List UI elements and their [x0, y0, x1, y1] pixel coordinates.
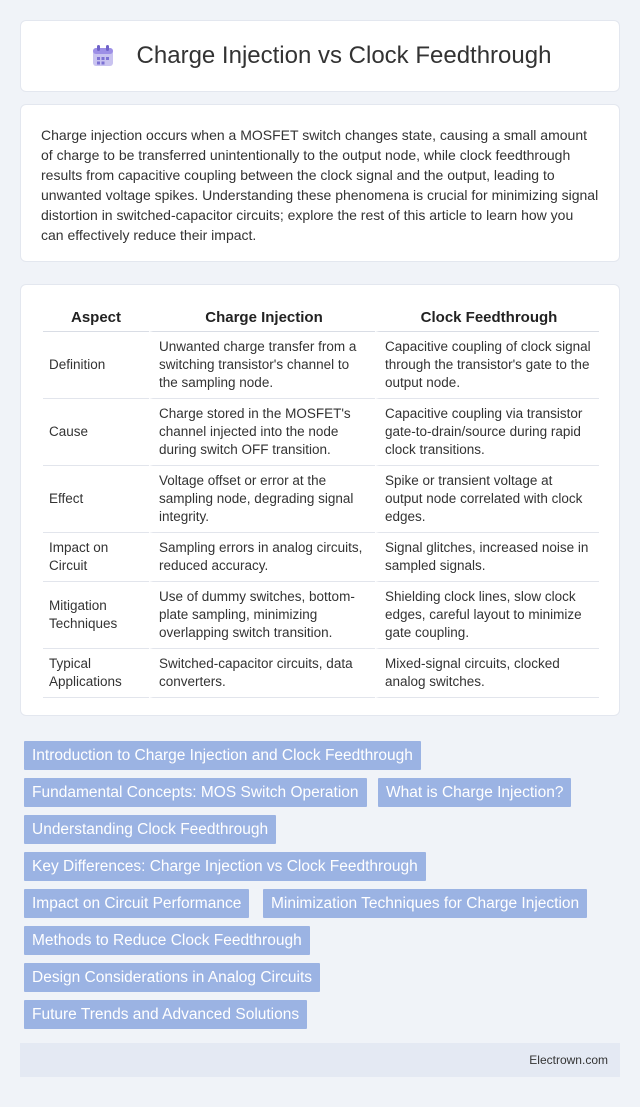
topic-link-key-differences[interactable]: Key Differences: Charge Injection vs Clock Feedthrough — [24, 852, 426, 881]
topic-link-future-trends[interactable]: Future Trends and Advanced Solutions — [24, 1000, 307, 1029]
table-row — [43, 399, 599, 466]
header-aspect: Aspect — [43, 305, 149, 332]
topic-link-understanding-clock-feedthrough[interactable]: Understanding Clock Feedthrough — [24, 815, 276, 844]
cell-clock-feedthrough: Capacitive coupling of clock signal through the transistor's gate to the output node. — [375, 332, 599, 399]
intro-card — [20, 104, 620, 262]
comparison-table-card — [20, 284, 620, 716]
topic-link-impact-on-circuit-performance[interactable]: Impact on Circuit Performance — [24, 889, 249, 918]
page-title: Charge Injection vs Clock Feedthrough — [136, 42, 552, 69]
cell-charge-injection: Use of dummy switches, bottom-plate sampling, minimizing overlapping switch transition. — [149, 582, 375, 649]
topic-link-fundamental-concepts[interactable]: Fundamental Concepts: MOS Switch Operation — [24, 778, 367, 807]
header-charge-injection: Charge Injection — [149, 305, 375, 332]
table-row — [43, 466, 599, 533]
cell-aspect: Definition — [43, 332, 149, 399]
topic-link-introduction[interactable]: Introduction to Charge Injection and Clock Feedthrough — [24, 741, 421, 770]
cell-charge-injection: Switched-capacitor circuits, data converters. — [149, 649, 375, 698]
cell-charge-injection: Sampling errors in analog circuits, reduced accuracy. — [149, 533, 375, 582]
cell-clock-feedthrough: Shielding clock lines, slow clock edges, careful layout to minimize gate coupling. — [375, 582, 599, 649]
cell-aspect: Impact on Circuit — [43, 533, 149, 582]
topic-link-what-is-charge-injection[interactable]: What is Charge Injection? — [378, 778, 571, 807]
cell-aspect: Effect — [43, 466, 149, 533]
table-row — [43, 649, 599, 698]
intro-paragraph: Charge injection occurs when a MOSFET switch changes state, causing a small amount of charge to be transferred unintentionally to the output node, while clock feedthrough results from capacitive coupling between the clock signal and the output, leading to unwanted voltage spikes. Understanding these phenomena is crucial for minimizing signal distortion in switched-capacitor circuits; explore the rest of this article to learn how you can effectively reduce their impact. — [41, 127, 599, 243]
cell-charge-injection: Voltage offset or error at the sampling node, degrading signal integrity. — [149, 466, 375, 533]
table-row — [43, 332, 599, 399]
cell-charge-injection: Charge stored in the MOSFET's channel injected into the node during switch OFF transition. — [149, 399, 375, 466]
topic-link-minimization-techniques[interactable]: Minimization Techniques for Charge Injection — [263, 889, 587, 918]
topic-link-methods-reduce-feedthrough[interactable]: Methods to Reduce Clock Feedthrough — [24, 926, 310, 955]
calendar-icon — [89, 42, 117, 70]
table-row — [43, 533, 599, 582]
cell-aspect: Typical Applications — [43, 649, 149, 698]
footer-site-name[interactable]: Electrown.com — [529, 1053, 608, 1067]
topic-link-design-considerations[interactable]: Design Considerations in Analog Circuits — [24, 963, 320, 992]
cell-aspect: Cause — [43, 399, 149, 466]
comparison-table — [43, 305, 599, 698]
cell-clock-feedthrough: Signal glitches, increased noise in sampled signals. — [375, 533, 599, 582]
header-clock-feedthrough: Clock Feedthrough — [375, 305, 599, 332]
title-card — [20, 20, 620, 92]
footer — [20, 1043, 620, 1077]
cell-clock-feedthrough: Spike or transient voltage at output node correlated with clock edges. — [375, 466, 599, 533]
table-row — [43, 582, 599, 649]
cell-aspect: Mitigation Techniques — [43, 582, 149, 649]
cell-charge-injection: Unwanted charge transfer from a switching transistor's channel to the sampling node. — [149, 332, 375, 399]
cell-clock-feedthrough: Capacitive coupling via transistor gate-to-drain/source during rapid clock transitions. — [375, 399, 599, 466]
cell-clock-feedthrough: Mixed-signal circuits, clocked analog switches. — [375, 649, 599, 698]
table-header-row — [43, 305, 599, 332]
